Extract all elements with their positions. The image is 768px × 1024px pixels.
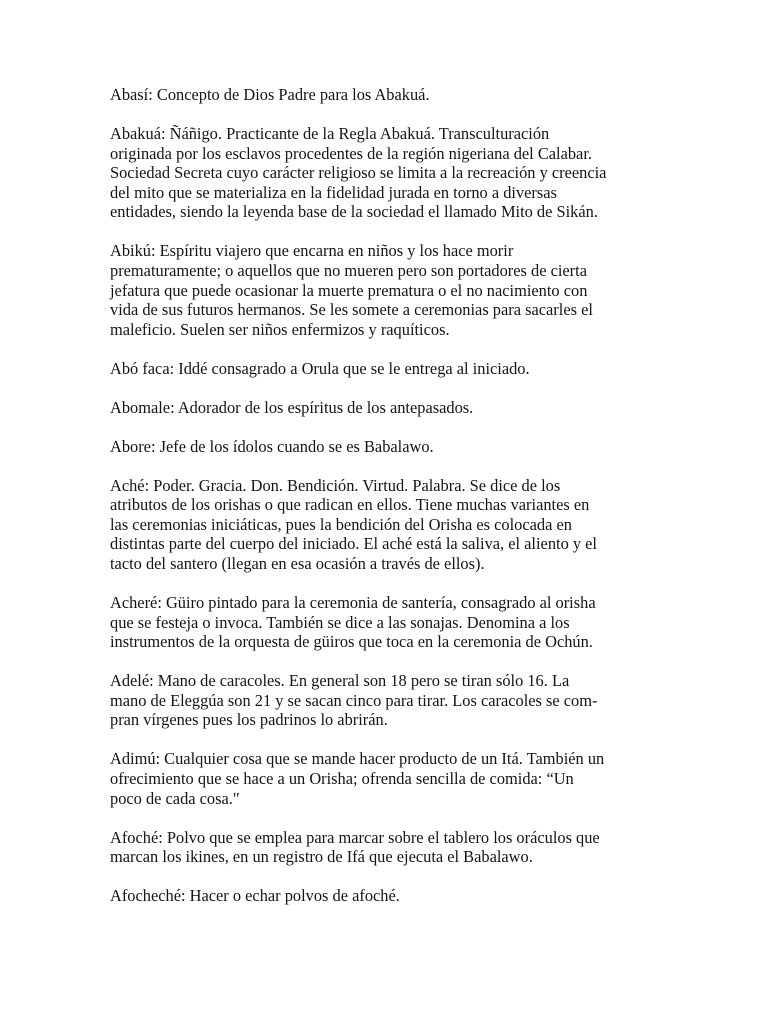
entry-text-line: entidades, siendo la leyenda base de la sociedad el llamado Mito de Sikán. bbox=[110, 202, 598, 222]
entry-text-line: poco de cada cosa." bbox=[110, 788, 240, 808]
entry-text-line: maleficio. Suelen ser niños enfermizos y raquíticos. bbox=[110, 319, 450, 339]
glossary-entry bbox=[110, 593, 670, 652]
glossary-entry bbox=[110, 828, 670, 867]
glossary-entry bbox=[110, 124, 670, 222]
entry-text-line: ofrecimiento que se hace a un Orisha; ofrenda sencilla de comida: “Un bbox=[110, 768, 574, 788]
entry-text-line: Aché: Poder. Gracia. Don. Bendición. Virtud. Palabra. Se dice de los bbox=[110, 475, 561, 495]
entry-text-line: Afoché: Polvo que se emplea para marcar sobre el tablero los oráculos que bbox=[110, 827, 600, 847]
entry-text-line: Abó faca: Iddé consagrado a Orula que se le entrega al iniciado. bbox=[110, 358, 530, 378]
entry-text-line: Adimú: Cualquier cosa que se mande hacer producto de un Itá. También un bbox=[110, 749, 605, 769]
glossary-entry bbox=[110, 886, 670, 906]
glossary-entry bbox=[110, 437, 670, 457]
entry-text-line: Abomale: Adorador de los espíritus de los antepasados. bbox=[110, 397, 474, 417]
entry-text-line: vida de sus futuros hermanos. Se les somete a ceremonias para sacarles el bbox=[110, 300, 593, 320]
entry-text-line: tacto del santero (llegan en esa ocasión a través de ellos). bbox=[110, 554, 485, 574]
glossary-entry bbox=[110, 241, 670, 339]
glossary-entry bbox=[110, 671, 670, 730]
entry-text-line: las ceremonias iniciáticas, pues la bendición del Orisha es colocada en bbox=[110, 514, 572, 534]
glossary-entry bbox=[110, 476, 670, 574]
entry-text-line: Acheré: Güiro pintado para la ceremonia de santería, consagrado al orisha bbox=[110, 593, 596, 613]
entry-text-line: instrumentos de la orquesta de güiros que toca en la ceremonia de Ochún. bbox=[110, 632, 593, 652]
entry-text-line: del mito que se materializa en la fidelidad jurada en torno a diversas bbox=[110, 182, 557, 202]
entry-text-line: Afocheché: Hacer o echar polvos de afoché. bbox=[110, 886, 400, 906]
glossary-entries bbox=[110, 85, 670, 925]
entry-text-line: Adelé: Mano de caracoles. En general son 18 pero se tiran sólo 16. La bbox=[110, 671, 570, 691]
entry-text-line: originada por los esclavos procedentes de la región nigeriana del Calabar. bbox=[110, 143, 592, 163]
entry-text-line: que se festeja o invoca. También se dice a las sonajas. Denomina a los bbox=[110, 612, 570, 632]
entry-text-line: pran vírgenes pues los padrinos lo abrirán. bbox=[110, 710, 388, 730]
entry-text-line: distintas parte del cuerpo del iniciado. El aché está la saliva, el aliento y el bbox=[110, 534, 597, 554]
entry-text-line: jefatura que puede ocasionar la muerte prematura o el no nacimiento con bbox=[110, 280, 588, 300]
glossary-entry bbox=[110, 85, 670, 105]
entry-text-line: mano de Eleggúa son 21 y se sacan cinco para tirar. Los caracoles se com- bbox=[110, 690, 598, 710]
glossary-entry bbox=[110, 398, 670, 418]
entry-text-line: Abikú: Espíritu viajero que encarna en niños y los hace morir bbox=[110, 241, 514, 261]
entry-text-line: Abakuá: Ñáñigo. Practicante de la Regla Abakuá. Transculturación bbox=[110, 123, 550, 143]
entry-text-line: Abasí: Concepto de Dios Padre para los Abakuá. bbox=[110, 85, 430, 104]
entry-text-line: prematuramente; o aquellos que no mueren pero son portadores de cierta bbox=[110, 260, 587, 280]
entry-text-line: Abore: Jefe de los ídolos cuando se es Babalawo. bbox=[110, 436, 434, 456]
glossary-entry bbox=[110, 359, 670, 379]
entry-text-line: atributos de los orishas o que radican en ellos. Tiene muchas variantes en bbox=[110, 495, 590, 515]
entry-text-line: Sociedad Secreta cuyo carácter religioso se limita a la recreación y creencia bbox=[110, 163, 607, 183]
glossary-entry bbox=[110, 749, 670, 808]
entry-text-line: marcan los ikines, en un registro de Ifá que ejecuta el Babalawo. bbox=[110, 847, 533, 867]
